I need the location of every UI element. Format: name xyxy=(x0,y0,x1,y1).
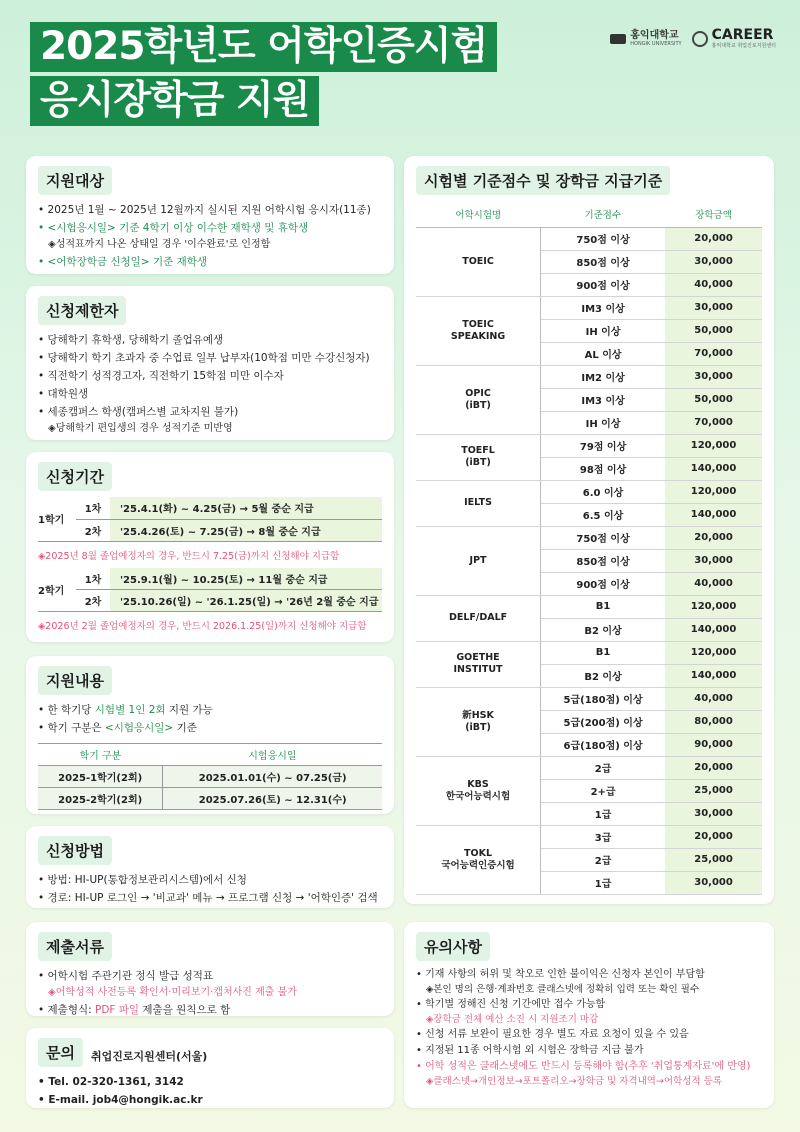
caution-sub: ◈장학금 전체 예산 소진 시 지원조기 마감 xyxy=(426,1014,599,1025)
round-period: '25.10.26(일) ~ '26.1.25(일) → '26년 2월 중순 지급 xyxy=(110,590,382,612)
scholarship-amount: 30,000 xyxy=(665,802,762,825)
contact-email: • E-mail. job4@hongik.ac.kr xyxy=(38,1091,382,1109)
exam-name: 新HSK (iBT) xyxy=(416,687,541,756)
exam-name: TOEIC xyxy=(416,227,541,296)
score-card xyxy=(404,156,774,904)
content-table xyxy=(38,743,382,810)
caution-sub: ◈본인 명의 은행·계좌번호 클래스넷에 정확히 입력 또는 확인 필수 xyxy=(426,984,700,995)
score-criterion: B2 이상 xyxy=(541,618,666,641)
period-tag: 신청기간 xyxy=(38,462,112,491)
univ-name-en: HONGIK UNIVERSITY xyxy=(630,40,682,47)
content-tag: 지원내용 xyxy=(38,666,112,695)
content-item-2: • 학기 구분은 <시험응시일> 기준 xyxy=(38,719,382,737)
table-row xyxy=(416,227,762,250)
period-card xyxy=(26,452,394,642)
period-table-1 xyxy=(38,497,382,542)
table-row xyxy=(416,480,762,503)
caution-tag: 유의사항 xyxy=(416,932,490,961)
restrict-item: • 직전학기 성적경고자, 직전학기 15학점 미만 이수자 xyxy=(38,367,382,385)
score-criterion: B1 xyxy=(541,641,666,664)
score-criterion: B1 xyxy=(541,595,666,618)
exam-name: TOEIC SPEAKING xyxy=(416,296,541,365)
exam-name: JPT xyxy=(416,526,541,595)
scholarship-amount: 25,000 xyxy=(665,779,762,802)
score-criterion: 5급(200점) 이상 xyxy=(541,710,666,733)
score-criterion: IM2 이상 xyxy=(541,365,666,388)
period-note-2: ◈2026년 2월 졸업예정자의 경우, 반드시 2026.1.25(일)까지 신청해야 지급함 xyxy=(38,621,367,632)
table-row: 2025-1학기(2회) 2025.01.01(수) ~ 07.25(금) xyxy=(38,766,382,788)
table-row xyxy=(416,296,762,319)
caution-item: • 기재 사항의 허위 및 착오로 인한 불이익은 신청자 본인이 부담함 xyxy=(416,967,762,983)
scholarship-amount: 30,000 xyxy=(665,365,762,388)
content-item-1: • 한 학기당 시험별 1인 2회 지원 가능 xyxy=(38,701,382,719)
score-criterion: IM3 이상 xyxy=(541,388,666,411)
score-criterion: 850점 이상 xyxy=(541,549,666,572)
score-criterion: 750점 이상 xyxy=(541,526,666,549)
score-criterion: IH 이상 xyxy=(541,319,666,342)
col-header: 장학금액 xyxy=(665,201,762,227)
score-criterion: 850점 이상 xyxy=(541,250,666,273)
scholarship-amount: 40,000 xyxy=(665,273,762,296)
score-criterion: 98점 이상 xyxy=(541,457,666,480)
career-sub: 홍익대학교 취업진로지원센터 xyxy=(711,43,776,49)
caution-sub: ◈클래스넷→개인정보→포트폴리오→장학금 및 자격내역→어학성적 등록 xyxy=(426,1076,722,1087)
score-table xyxy=(416,201,762,895)
score-criterion: 750점 이상 xyxy=(541,227,666,250)
scholarship-amount: 120,000 xyxy=(665,434,762,457)
score-criterion: 5급(180점) 이상 xyxy=(541,687,666,710)
score-criterion: 1급 xyxy=(541,802,666,825)
scholarship-amount: 120,000 xyxy=(665,641,762,664)
career-logo xyxy=(692,28,776,49)
table-row xyxy=(416,825,762,848)
table-row xyxy=(416,526,762,549)
exam-name: GOETHE INSTITUT xyxy=(416,641,541,687)
score-criterion: B2 이상 xyxy=(541,664,666,687)
docs-sub-1: ◈어학성적 사전등록 확인서·미리보기·캡처사진 제출 불가 xyxy=(48,987,297,998)
score-criterion: 3급 xyxy=(541,825,666,848)
restrict-card xyxy=(26,286,394,440)
table-row xyxy=(416,595,762,618)
contact-center: 취업진로지원센터(서울) xyxy=(90,1049,208,1063)
eligibility-sub: ◈성적표까지 나온 상태일 경우 '이수완료'로 인정함 xyxy=(48,239,271,250)
scholarship-amount: 120,000 xyxy=(665,480,762,503)
docs-tag: 제출서류 xyxy=(38,932,112,961)
restrict-item: • 세종캠퍼스 학생(캠퍼스별 교차지원 불가) xyxy=(38,403,382,421)
scholarship-amount: 80,000 xyxy=(665,710,762,733)
round-label: 2차 xyxy=(76,519,110,541)
scholarship-amount: 70,000 xyxy=(665,342,762,365)
period-table-2 xyxy=(38,568,382,613)
col-header: 시험응시일 xyxy=(163,744,382,766)
scholarship-amount: 20,000 xyxy=(665,227,762,250)
caution-card xyxy=(404,922,774,1108)
scholarship-amount: 140,000 xyxy=(665,618,762,641)
scholarship-amount: 30,000 xyxy=(665,871,762,894)
exam-name: KBS 한국어능력시험 xyxy=(416,756,541,825)
univ-name: 홍익대학교 xyxy=(630,29,679,41)
scholarship-amount: 50,000 xyxy=(665,388,762,411)
score-criterion: 2급 xyxy=(541,848,666,871)
round-period: '25.4.26(토) ~ 7.25(금) → 8월 중순 지급 xyxy=(110,519,382,541)
method-item: • 경로: HI-UP 로그인 → '비교과' 메뉴 → 프로그램 신청 → '어학인증' 검색 xyxy=(38,889,382,907)
scholarship-amount: 120,000 xyxy=(665,595,762,618)
docs-item-1: • 어학시험 주관기관 정식 발급 성적표 xyxy=(38,967,382,985)
caution-item: • 학기별 정해진 신청 기간에만 접수 가능함 xyxy=(416,997,762,1013)
scholarship-amount: 50,000 xyxy=(665,319,762,342)
career-emblem-icon xyxy=(692,31,708,47)
semester-label: 1학기 xyxy=(38,497,76,541)
score-criterion: 1급 xyxy=(541,871,666,894)
score-criterion: IH 이상 xyxy=(541,411,666,434)
table-row xyxy=(416,365,762,388)
restrict-item: • 당해학기 휴학생, 당해학기 졸업유예생 xyxy=(38,331,382,349)
score-criterion: 900점 이상 xyxy=(541,572,666,595)
exam-name: TOEFL (iBT) xyxy=(416,434,541,480)
eligibility-tag: 지원대상 xyxy=(38,166,112,195)
restrict-item: • 당해학기 학기 초과자 중 수업료 일부 납부자(10학점 미만 수강신청자) xyxy=(38,349,382,367)
round-period: '25.4.1(화) ~ 4.25(금) → 5월 중순 지급 xyxy=(110,497,382,519)
docs-item-2: • 제출형식: PDF 파일 제출을 원칙으로 함 xyxy=(38,1001,382,1019)
score-criterion: 6.0 이상 xyxy=(541,480,666,503)
caution-item: • 신청 서류 보완이 필요한 경우 별도 자료 요청이 있을 수 있음 xyxy=(416,1027,762,1043)
exam-name: OPIC (iBT) xyxy=(416,365,541,434)
scholarship-amount: 140,000 xyxy=(665,457,762,480)
career-text: CAREER xyxy=(711,27,774,43)
exam-name: TOKL 국어능력인증시험 xyxy=(416,825,541,894)
score-tag: 시험별 기준점수 및 장학금 지급기준 xyxy=(416,166,670,195)
scholarship-amount: 20,000 xyxy=(665,526,762,549)
round-period: '25.9.1(월) ~ 10.25(토) → 11월 중순 지급 xyxy=(110,568,382,590)
round-label: 2차 xyxy=(76,590,110,612)
exam-name: IELTS xyxy=(416,480,541,526)
caution-item: • 어학 성적은 클래스넷에도 반드시 등록해야 함(추후 '취업통계자료'에 반영) xyxy=(416,1059,762,1075)
score-criterion: 79점 이상 xyxy=(541,434,666,457)
contact-tag: 문의 xyxy=(38,1038,83,1067)
scholarship-amount: 40,000 xyxy=(665,687,762,710)
restrict-item: • 대학원생 xyxy=(38,385,382,403)
table-row xyxy=(416,434,762,457)
restrict-tag: 신청제한자 xyxy=(38,296,126,325)
scholarship-amount: 30,000 xyxy=(665,296,762,319)
round-label: 1차 xyxy=(76,497,110,519)
title-line-1: 2025학년도 어학인증시험 xyxy=(30,22,497,72)
eligibility-item-2: • <시험응시일> 기준 4학기 이상 이수한 재학생 및 휴학생 xyxy=(38,219,382,237)
poster-title xyxy=(30,22,497,130)
hongik-emblem-icon xyxy=(610,34,626,44)
table-row xyxy=(416,641,762,664)
content-card xyxy=(26,656,394,814)
title-line-2: 응시장학금 지원 xyxy=(30,76,319,126)
eligibility-item-3: • <어학장학금 신청일> 기준 재학생 xyxy=(38,253,382,271)
scholarship-amount: 90,000 xyxy=(665,733,762,756)
score-criterion: IM3 이상 xyxy=(541,296,666,319)
scholarship-amount: 20,000 xyxy=(665,825,762,848)
docs-card xyxy=(26,922,394,1016)
round-label: 1차 xyxy=(76,568,110,590)
eligibility-card xyxy=(26,156,394,274)
scholarship-amount: 25,000 xyxy=(665,848,762,871)
scholarship-amount: 70,000 xyxy=(665,411,762,434)
method-item: • 방법: HI-UP(통합정보관리시스템)에서 신청 xyxy=(38,871,382,889)
table-row xyxy=(416,756,762,779)
caution-item: • 지정된 11종 어학시험 외 시험은 장학금 지급 불가 xyxy=(416,1043,762,1059)
restrict-sub: ◈당해학기 편입생의 경우 성적기준 미반영 xyxy=(48,423,233,434)
score-criterion: 2+급 xyxy=(541,779,666,802)
scholarship-amount: 30,000 xyxy=(665,250,762,273)
method-tag: 신청방법 xyxy=(38,836,112,865)
logo-area xyxy=(610,28,776,49)
score-criterion: AL 이상 xyxy=(541,342,666,365)
score-criterion: 900점 이상 xyxy=(541,273,666,296)
scholarship-amount: 30,000 xyxy=(665,549,762,572)
contact-card xyxy=(26,1028,394,1108)
period-note-1: ◈2025년 8월 졸업예정자의 경우, 반드시 7.25(금)까지 신청해야 지급함 xyxy=(38,550,340,562)
contact-tel: • Tel. 02-320-1361, 3142 xyxy=(38,1073,382,1091)
col-header: 기준점수 xyxy=(541,201,666,227)
scholarship-amount: 140,000 xyxy=(665,664,762,687)
method-card xyxy=(26,826,394,908)
score-criterion: 2급 xyxy=(541,756,666,779)
table-row xyxy=(416,687,762,710)
table-row: 2025-2학기(2회) 2025.07.26(토) ~ 12.31(수) xyxy=(38,788,382,810)
scholarship-amount: 140,000 xyxy=(665,503,762,526)
col-header: 학기 구분 xyxy=(38,744,163,766)
semester-label: 2학기 xyxy=(38,568,76,612)
exam-name: DELF/DALF xyxy=(416,595,541,641)
col-header: 어학시험명 xyxy=(416,201,541,227)
scholarship-amount: 40,000 xyxy=(665,572,762,595)
score-criterion: 6.5 이상 xyxy=(541,503,666,526)
hongik-logo xyxy=(610,31,681,47)
eligibility-item-1: • 2025년 1월 ~ 2025년 12월까지 실시된 지원 어학시험 응시자(11종) xyxy=(38,201,382,219)
scholarship-amount: 20,000 xyxy=(665,756,762,779)
score-criterion: 6급(180점) 이상 xyxy=(541,733,666,756)
